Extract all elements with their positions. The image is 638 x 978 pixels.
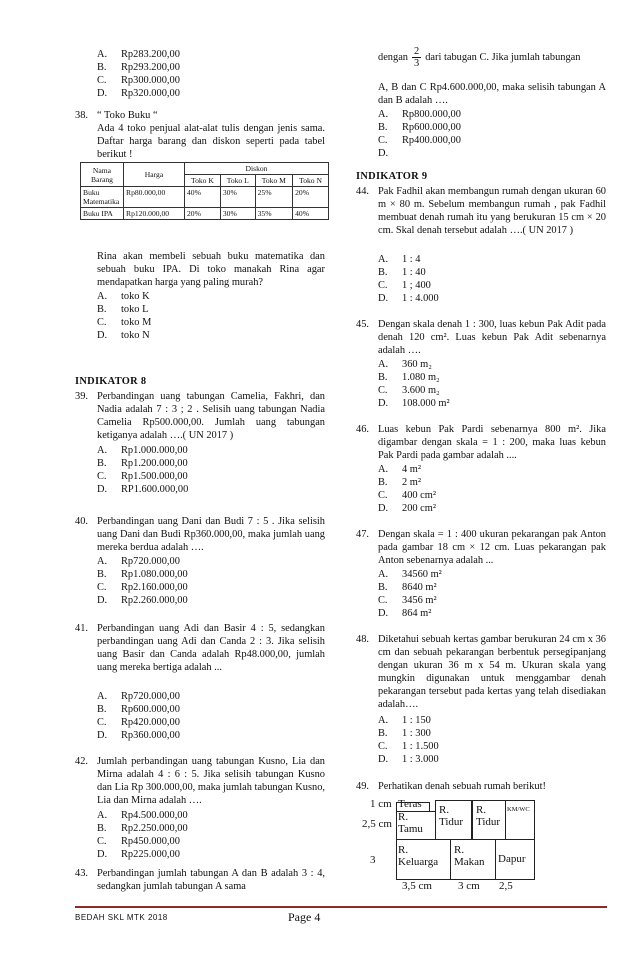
option-c[interactable]: C. 3.600 m₂ <box>378 385 440 396</box>
option-d[interactable]: D. RP1.600.000,00 <box>97 484 189 495</box>
question-text: “ Toko Buku “ Ada 4 toko penjual alat-alat tulis dengan jenis sama. Daftar harga barang dan diskon seperti pada tabel berikut ! <box>97 110 325 161</box>
option-d[interactable]: D. toko N <box>97 330 150 341</box>
option-d[interactable]: D. Rp320.000,00 <box>97 88 180 99</box>
option-d[interactable]: D. 108.000 m² <box>378 398 450 409</box>
fraction: $\frac{2}{3}$ <box>414 46 420 69</box>
option-d[interactable]: D. 1 : 4.000 <box>378 293 439 304</box>
option-b[interactable]: B. 2 m² <box>378 477 421 488</box>
dim-3-5cm: 3,5 cm <box>402 880 432 892</box>
option-a[interactable]: A. 1 : 4 <box>378 254 421 265</box>
option-c[interactable]: C. 1 ; 400 <box>378 280 431 291</box>
option-d[interactable]: D. Rp2.260.000,00 <box>97 595 188 606</box>
dim-2-5cm: 2,5 cm <box>362 818 392 830</box>
option-b[interactable]: B. Rp293.200,00 <box>97 62 180 73</box>
dim-2-5: 2,5 <box>499 880 513 892</box>
option-b[interactable]: B. 1 : 40 <box>378 267 426 278</box>
option-b[interactable]: B. 1 : 300 <box>378 728 431 739</box>
option-a[interactable]: A. 360 m₂ <box>378 359 432 370</box>
option-c[interactable]: C. Rp2.160.000,00 <box>97 582 188 593</box>
option-c[interactable]: C. Rp450.000,00 <box>97 836 180 847</box>
option-b[interactable]: B. 8640 m² <box>378 582 437 593</box>
option-b[interactable]: B. Rp2.250.000,00 <box>97 823 188 834</box>
option-c[interactable]: C. toko M <box>97 317 152 328</box>
page-number: Page 4 <box>288 910 321 924</box>
header-diskon: Diskon <box>185 163 329 175</box>
option-b[interactable]: B. 1.080 m₂ <box>378 372 440 383</box>
option-a[interactable]: A. Rp800.000,00 <box>378 109 461 120</box>
option-b[interactable]: B. Rp1.080.000,00 <box>97 569 188 580</box>
option-a[interactable]: A. Rp720.000,00 <box>97 556 180 567</box>
option-c[interactable]: C. Rp300.000,00 <box>97 75 180 86</box>
option-b[interactable]: B. Rp1.200.000,00 <box>97 458 188 469</box>
option-a[interactable]: A. 4 m² <box>378 464 421 475</box>
option-b[interactable]: B. Rp600.000,00 <box>378 122 461 133</box>
option-d[interactable]: D. 200 cm² <box>378 503 436 514</box>
discount-table <box>80 162 329 220</box>
header-toko-l: Toko L <box>220 175 255 187</box>
footer-divider <box>75 906 607 908</box>
header-harga: Harga <box>124 163 185 187</box>
indikator-9-heading: INDIKATOR 9 <box>356 171 428 182</box>
option-a[interactable]: A. Rp720.000,00 <box>97 691 180 702</box>
option-b[interactable]: B. Rp600.000,00 <box>97 704 180 715</box>
option-d[interactable]: D. 864 m² <box>378 608 432 619</box>
table-row: Buku Matematika Rp80.000,00 40% 30% 25% 20% <box>81 187 329 208</box>
header-toko-k: Toko K <box>185 175 221 187</box>
option-a[interactable]: A. Rp1.000.000,00 <box>97 445 188 456</box>
option-c[interactable]: C. Rp420.000,00 <box>97 717 180 728</box>
option-d[interactable]: D. Rp360.000,00 <box>97 730 180 741</box>
header-toko-n: Toko N <box>293 175 329 187</box>
option-b[interactable]: B. toko L <box>97 304 149 315</box>
question-number: 38. <box>75 110 88 121</box>
dim-1cm: 1 cm <box>370 798 392 810</box>
option-c[interactable]: C. Rp400.000,00 <box>378 135 461 146</box>
option-d[interactable]: D. <box>378 148 389 159</box>
footer-title: BEDAH SKL MTK 2018 <box>75 913 168 922</box>
option-d[interactable]: D. 1 : 3.000 <box>378 754 439 765</box>
header-nama: Nama Barang <box>81 163 124 187</box>
option-a[interactable]: A. Rp283.200,00 <box>97 49 180 60</box>
option-c[interactable]: C. 3456 m² <box>378 595 437 606</box>
dim-3: 3 <box>370 854 376 866</box>
table-row: Buku IPA Rp120.000,00 20% 30% 35% 40% <box>81 208 329 220</box>
option-a[interactable]: A. toko K <box>97 291 150 302</box>
option-a[interactable]: A. 34560 m² <box>378 569 442 580</box>
header-toko-m: Toko M <box>255 175 292 187</box>
option-c[interactable]: C. Rp1.500.000,00 <box>97 471 188 482</box>
option-a[interactable]: A. Rp4.500.000,00 <box>97 810 188 821</box>
option-c[interactable]: C. 400 cm² <box>378 490 436 501</box>
option-a[interactable]: A. 1 : 150 <box>378 715 431 726</box>
indikator-8-heading: INDIKATOR 8 <box>75 376 147 387</box>
house-floor-plan: 1 cm 2,5 cm 3 Teras R. Tamu R. Tidur R. Tidur KM/WC R. Keluarga R. Makan Dapur 3,5 cm 3 cm 2,5 <box>356 796 606 900</box>
dim-3cm: 3 cm <box>458 880 480 892</box>
option-d[interactable]: D. Rp225.000,00 <box>97 849 180 860</box>
option-c[interactable]: C. 1 : 1.500 <box>378 741 439 752</box>
